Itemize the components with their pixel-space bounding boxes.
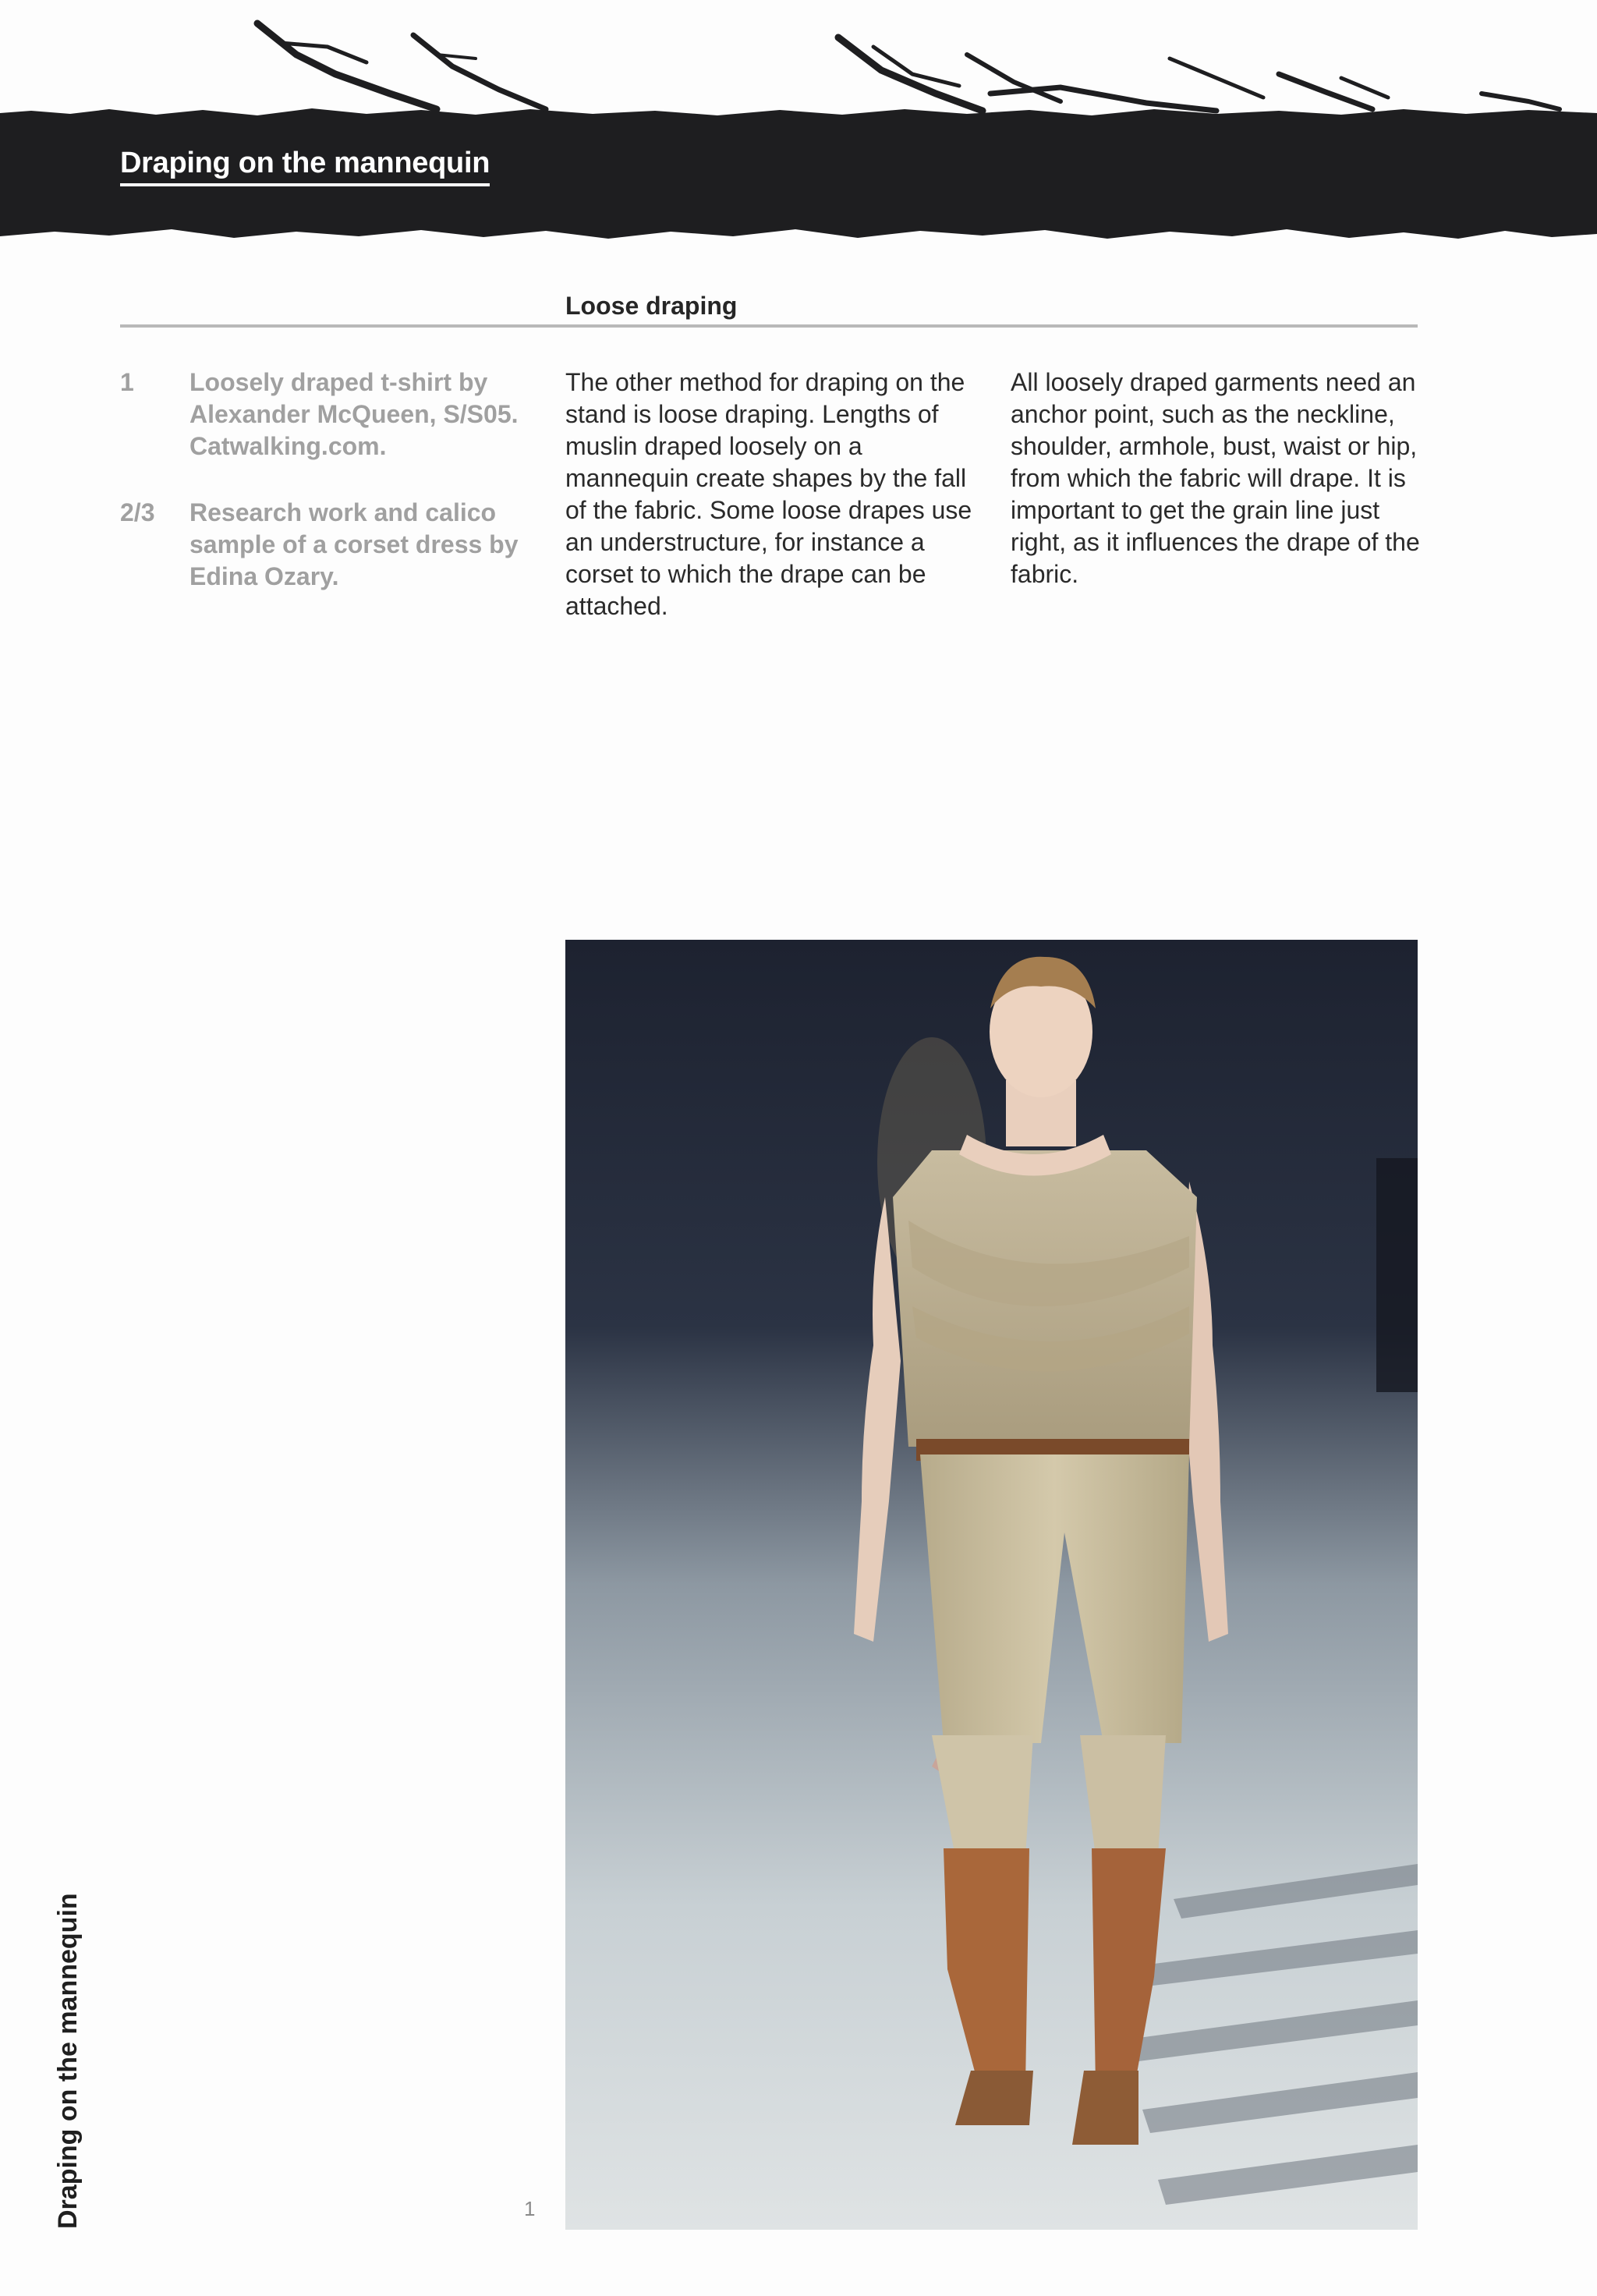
header-band <box>0 0 1597 250</box>
caption-number: 2/3 <box>120 498 155 526</box>
runway-photo <box>565 940 1418 2230</box>
caption-list <box>120 367 526 627</box>
header-title: Draping on the mannequin <box>120 147 490 186</box>
caption-item <box>120 367 526 462</box>
runway-photo-illustration <box>565 940 1418 2230</box>
page-number: 1 <box>524 2197 536 2220</box>
side-running-title: Draping on the mannequin <box>53 1893 83 2229</box>
caption-item <box>120 497 526 593</box>
brush-band-graphic <box>0 0 1597 250</box>
section-heading: Loose draping <box>565 292 738 320</box>
caption-text: Loosely draped t-shirt by Alexander McQueen, S/S05. Catwalking.com. <box>189 368 519 460</box>
caption-text: Research work and calico sample of a corset dress by Edina Ozary. <box>189 498 519 590</box>
caption-number: 1 <box>120 368 134 396</box>
body-column-2: All loosely draped garments need an anchor point, such as the neckline, shoulder, armhole, bust, waist or hip, from which the fabric will drape. It is important to get the grain line just right, as it influences the drape of the fabric. <box>1011 368 1420 588</box>
body-column-1: The other method for draping on the stand is loose draping. Lengths of muslin draped loosely on a mannequin create shapes by the fall of the fabric. Some loose drapes use an understructure, for instance a corset to which the drape can be attached. <box>565 368 972 620</box>
section-divider <box>120 324 1418 328</box>
